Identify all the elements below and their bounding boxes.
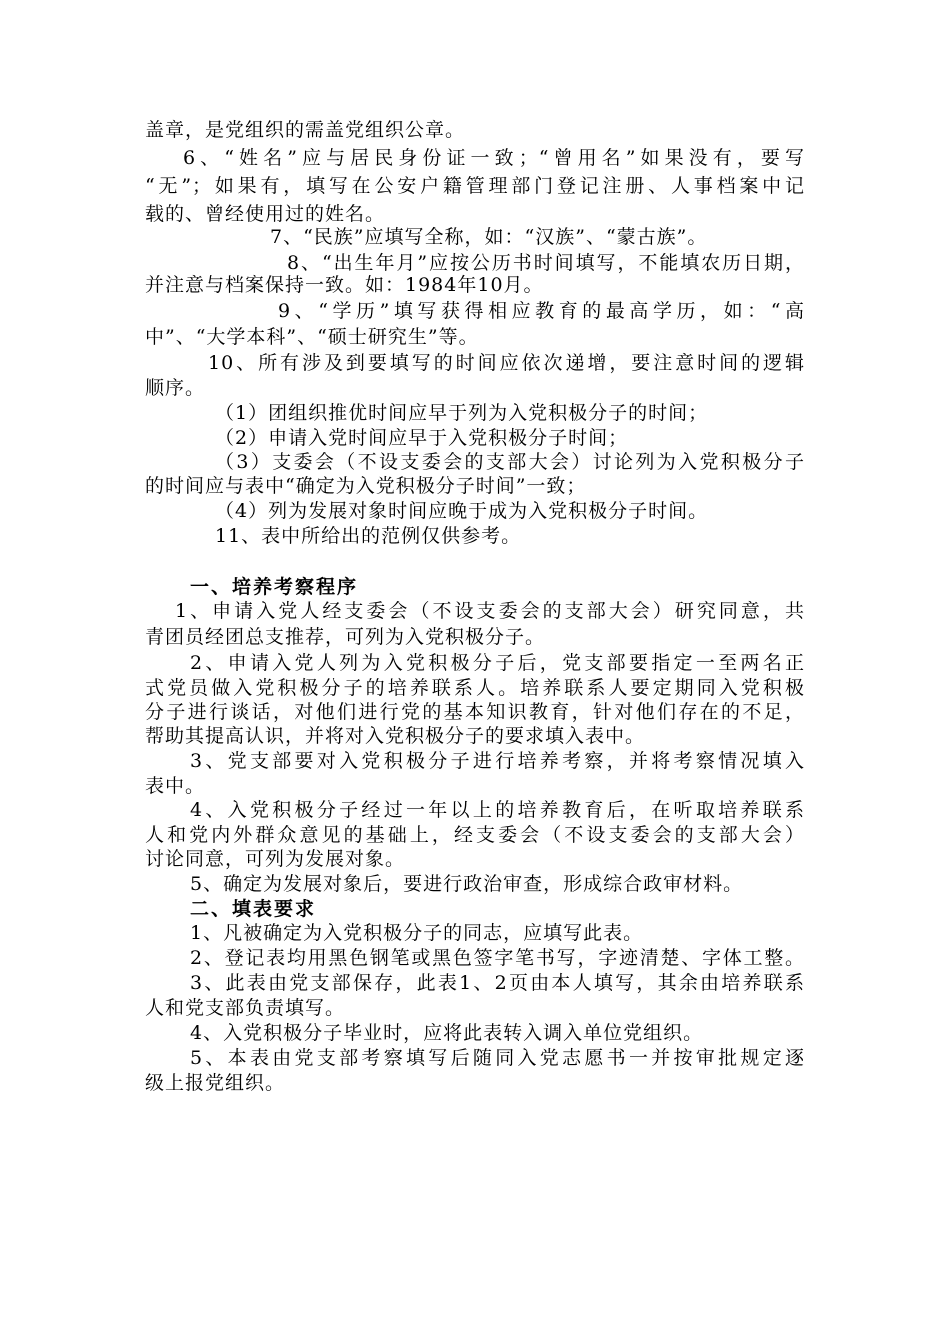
intro-line-3: “无”；如果有，填写在公安户籍管理部门登记注册、人事档案中记 (145, 175, 805, 197)
section1-line-1: 1、申请入党人经支委会（不设支委会的支部大会）研究同意，共 (175, 600, 805, 622)
intro-line-5: 7、“民族”应填写全称，如：“汉族”、“蒙古族”。 (270, 226, 708, 248)
intro-line-17: 11、表中所给出的范例仅供参考。 (215, 525, 522, 547)
intro-line-16: （4）列为发展对象时间应晚于成为入党积极分子时间。 (215, 500, 709, 522)
intro-line-2: 6、“姓名”应与居民身份证一致；“曾用名”如果没有，要写 (183, 147, 805, 169)
section1-line-3: 2、申请入党人列为入党积极分子后，党支部要指定一至两名正 (190, 652, 805, 674)
intro-line-13: （2）申请入党时间应早于入党积极分子时间； (215, 427, 629, 449)
intro-line-9: 中”、“大学本科”、“硕士研究生”等。 (145, 326, 479, 348)
section2-line-3: 3、此表由党支部保存，此表1、2页由本人填写，其余由培养联系 (190, 972, 805, 994)
intro-line-6: 8、“出生年月”应按公历书时间填写，不能填农历日期， (287, 252, 805, 274)
section1-line-9: 4、入党积极分子经过一年以上的培养教育后，在听取培养联系 (190, 799, 805, 821)
section1-line-7: 3、党支部要对入党积极分子进行培养考察，并将考察情况填入 (190, 750, 805, 772)
section1-line-12: 5、确定为发展对象后，要进行政治审查，形成综合政审材料。 (190, 873, 744, 895)
intro-line-7: 并注意与档案保持一致。如：1984年10月。 (145, 274, 544, 296)
intro-line-4: 载的、曾经使用过的姓名。 (145, 203, 386, 225)
section1-line-11: 讨论同意，可列为发展对象。 (145, 848, 406, 870)
section2-line-5: 4、入党积极分子毕业时，应将此表转入调入单位党组织。 (190, 1022, 704, 1044)
section1-line-8: 表中。 (145, 775, 206, 797)
intro-line-8: 9、“学历”填写获得相应教育的最高学历，如：“高 (278, 300, 805, 322)
section2-line-1: 1、凡被确定为入党积极分子的同志，应填写此表。 (190, 922, 644, 944)
intro-line-1: 盖章，是党组织的需盖党组织公章。 (145, 119, 466, 141)
section1-line-2: 青团员经团总支推荐，可列为入党积极分子。 (145, 626, 546, 648)
intro-line-15: 的时间应与表中“确定为入党积极分子时间”一致； (145, 475, 587, 497)
section1-line-10: 人和党内外群众意见的基础上，经支委会（不设支委会的支部大会） (145, 824, 805, 846)
section1-line-5: 分子进行谈话，对他们进行党的基本知识教育，针对他们存在的不足， (145, 701, 805, 723)
section2-line-4: 人和党支部负责填写。 (145, 997, 346, 1019)
section1-heading: 一、培养考察程序 (190, 576, 359, 598)
section2-line-2: 2、登记表均用黑色钢笔或黑色签字笔书写，字迹清楚、字体工整。 (190, 947, 805, 969)
section2-heading: 二、填表要求 (190, 898, 317, 920)
section2-line-6: 5、本表由党支部考察填写后随同入党志愿书一并按审批规定逐 (190, 1047, 805, 1069)
section2-line-7: 级上报党组织。 (145, 1072, 286, 1094)
section1-line-4: 式党员做入党积极分子的培养联系人。培养联系人要定期同入党积极 (145, 677, 805, 699)
section1-line-6: 帮助其提高认识，并将对入党积极分子的要求填入表中。 (145, 725, 646, 747)
intro-line-14: （3）支委会（不设支委会的支部大会）讨论列为入党积极分子 (215, 451, 805, 473)
intro-line-12: （1）团组织推优时间应早于列为入党积极分子的时间； (215, 402, 709, 424)
intro-line-10: 10、所有涉及到要填写的时间应依次递增，要注意时间的逻辑 (208, 352, 805, 374)
intro-line-11: 顺序。 (145, 377, 206, 399)
